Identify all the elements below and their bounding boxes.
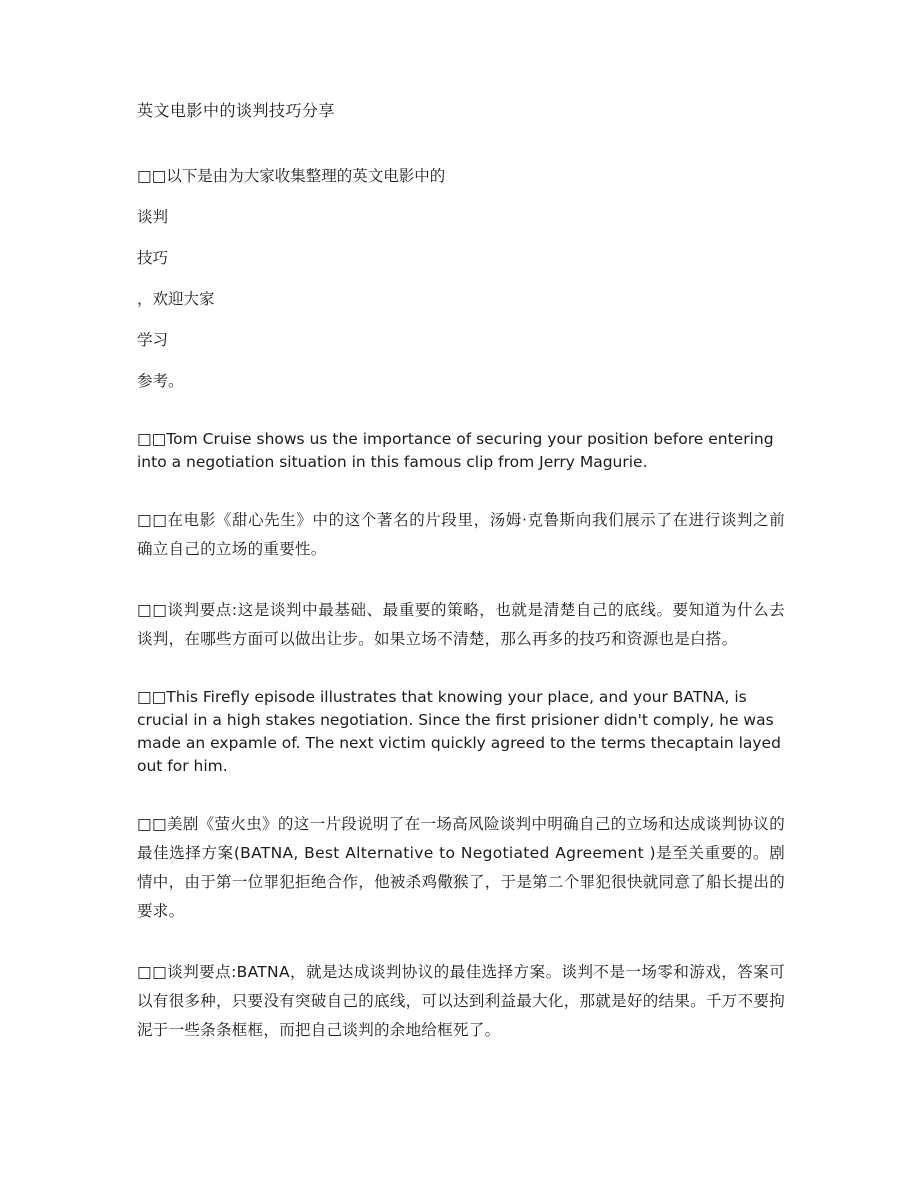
phrase-reference: 参考。 bbox=[137, 372, 184, 390]
paragraph-jerry-maguire-zh: □□在电影《甜心先生》中的这个著名的片段里，汤姆·克鲁斯向我们展示了在进行谈判之前确立自己的立场的重要性。 bbox=[137, 511, 785, 558]
phrase-welcome: ，欢迎大家 bbox=[137, 290, 215, 308]
paragraph-firefly-zh: □□美剧《萤火虫》的这一片段说明了在一场高风险谈判中明确自己的立场和达成谈判协议的最佳选择方案(BATNA, Best Alternative to Negotiated Agreement )是至关重要的。剧情中，由于第一位罪犯拒绝合作，他被杀鸡儆猴了，于是第二个罪犯很快就同意了船长提出的要求。 bbox=[137, 815, 785, 920]
paragraph-key-point-1: □□谈判要点:这是谈判中最基础、最重要的策略，也就是清楚自己的底线。要知道为什么去谈判，在哪些方面可以做出让步。如果立场不清楚，那么再多的技巧和资源也是白搭。 bbox=[137, 601, 785, 648]
document-title: 英文电影中的谈判技巧分享 bbox=[137, 101, 336, 120]
keyword-negotiation: 谈判 bbox=[137, 208, 169, 226]
keyword-learning: 学习 bbox=[137, 331, 169, 349]
paragraph-jerry-maguire-en: □□Tom Cruise shows us the importance of securing your position before entering into a negotiation situation in this famous clip from Jerry Magurie. bbox=[137, 430, 774, 471]
paragraph-key-point-2: □□谈判要点:BATNA，就是达成谈判协议的最佳选择方案。谈判不是一场零和游戏，答案可以有很多种，只要没有突破自己的底线，可以达到利益最大化，那就是好的结果。千万不要拘泥于一些条条框框，而把自己谈判的余地给框死了。 bbox=[137, 963, 785, 1039]
keyword-skills: 技巧 bbox=[137, 249, 169, 267]
paragraph-intro: □□以下是由为大家收集整理的英文电影中的 bbox=[137, 167, 446, 185]
paragraph-firefly-en: □□This Firefly episode illustrates that knowing your place, and your BATNA, is crucial in a high stakes negotiation. Since the first prisioner didn't comply, he was made an expamle of. The next victim quickly agreed to the terms thecaptain layed out for him. bbox=[137, 688, 781, 775]
